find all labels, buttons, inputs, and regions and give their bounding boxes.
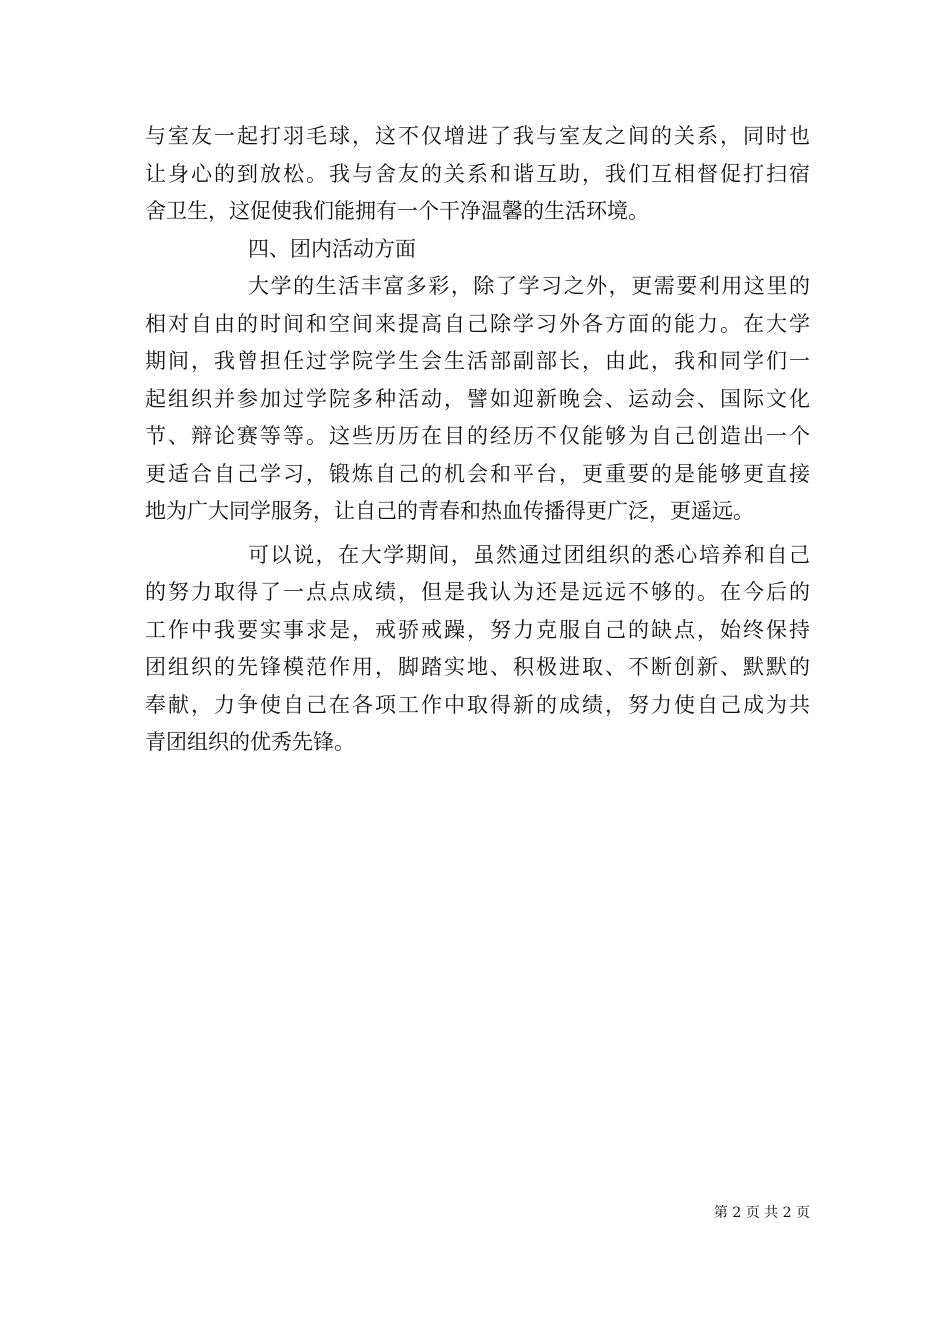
text-line: 可以说，在大学期间，虽然通过团组织的悉心培养和自己: [248, 542, 810, 567]
text-line: 与室友一起打羽毛球，这不仅增进了我与室友之间的关系，同时也: [145, 124, 810, 148]
text-line: 相对自由的时间和空间来提高自己除学习外各方面的能力。在大学: [145, 311, 810, 336]
text-line: 更适合自己学习，锻炼自己的机会和平台，更重要的是能够更直接: [145, 461, 810, 486]
paragraph-conclusion: [145, 537, 810, 762]
page-number: 第 2 页 共 2 页: [713, 1205, 810, 1221]
text-line: 团组织的先锋模范作用，脚踏实地、积极进取、不断创新、默默的: [145, 655, 810, 679]
text-line: 地为广大同学服务，让自己的青春和热血传播得更广泛，更遥远。: [145, 499, 754, 523]
text-line: 大学的生活丰富多彩，除了学习之外，更需要利用这里的: [248, 274, 810, 298]
text-line: 的努力取得了一点点成绩，但是我认为还是远远不够的。在今后的: [145, 580, 810, 604]
text-line: 起组织并参加过学院多种活动，譬如迎新晚会、运动会、国际文化: [145, 386, 810, 411]
text-line: 青团组织的优秀先锋。: [145, 730, 355, 754]
text-line: 奉献，力争使自己在各项工作中取得新的成绩，努力使自己成为共: [145, 692, 810, 717]
section-heading: 四、团内活动方面: [248, 236, 416, 261]
text-line: 期间，我曾担任过学院学生会生活部副部长，由此，我和同学们一: [145, 349, 810, 373]
paragraph-roommates: [145, 118, 810, 231]
text-line: 让身心的到放松。我与舍友的关系和谐互助，我们互相督促打扫宿: [145, 161, 810, 186]
text-line: 节、辩论赛等等。这些历历在目的经历不仅能够为自己创造出一个: [145, 424, 810, 448]
text-line: 工作中我要实事求是，戒骄戒躁，努力克服自己的缺点，始终保持: [145, 617, 810, 642]
document-body: [145, 118, 810, 762]
text-line: 舍卫生，这促使我们能拥有一个干净温馨的生活环境。: [145, 199, 649, 223]
paragraph-activities: [145, 268, 810, 531]
